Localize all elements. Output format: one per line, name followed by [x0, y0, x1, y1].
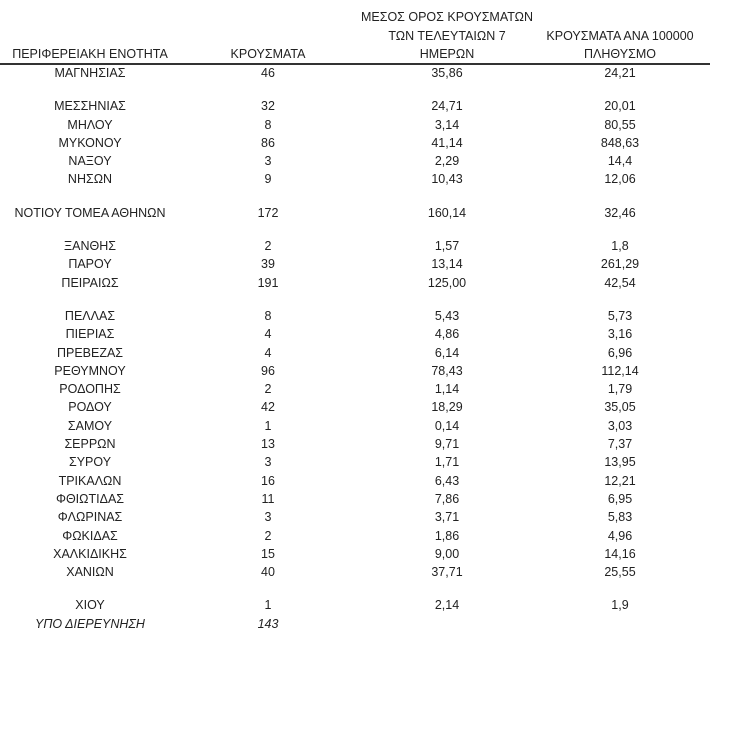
per-100k-cell: 32,46: [604, 205, 636, 220]
region-cell: ΦΘΙΩΤΙΔΑΣ: [55, 491, 125, 506]
region-cell: ΜΗΛΟΥ: [67, 117, 113, 132]
cases-cell: 172: [257, 205, 279, 220]
cases-cell: 15: [261, 546, 275, 561]
table-row: [0, 380, 734, 398]
per-100k-cell: 261,29: [600, 257, 640, 272]
per-100k-cell: 12,06: [604, 172, 636, 187]
region-cell: ΡΟΔΟΠΗΣ: [59, 382, 121, 397]
header-avg-line1: ΜΕΣΟΣ ΟΡΟΣ ΚΡΟΥΣΜΑΤΩΝ: [360, 10, 534, 24]
cases-cell: 16: [261, 473, 275, 488]
region-cell: ΣΕΡΡΩΝ: [64, 437, 116, 452]
per-100k-cell: 3,03: [607, 418, 633, 433]
table-row: [0, 152, 734, 170]
cases-cell: 96: [261, 363, 275, 378]
per-100k-cell: 1,9: [611, 598, 629, 613]
cases-cell: 3: [264, 455, 272, 470]
table-row: [0, 490, 734, 508]
per-100k-cell: 4,96: [607, 528, 633, 543]
avg-7day-cell: 125,00: [427, 275, 467, 290]
avg-7day-cell: 6,14: [434, 345, 460, 360]
region-cell: ΜΕΣΣΗΝΙΑΣ: [54, 99, 126, 114]
header-per100k-line2: ΠΛΗΘΥΣΜΟ: [584, 47, 656, 61]
row-group: [0, 307, 734, 581]
per-100k-cell: 13,95: [604, 455, 636, 470]
table-row: [0, 237, 734, 255]
per-100k-cell: 1,79: [607, 382, 633, 397]
table-row: [0, 435, 734, 453]
avg-7day-cell: 18,29: [431, 400, 463, 415]
avg-7day-cell: 7,86: [434, 491, 460, 506]
row-group: [0, 204, 734, 222]
cases-cell: 13: [261, 437, 275, 452]
per-100k-cell: 14,16: [604, 546, 636, 561]
region-cell: ΧΑΝΙΩΝ: [66, 565, 114, 580]
row-group: [0, 596, 734, 633]
cases-cell: 191: [257, 275, 279, 290]
cases-cell: 11: [261, 491, 275, 506]
table-row: [0, 307, 734, 325]
per-100k-cell: 25,55: [604, 565, 636, 580]
cases-cell: 8: [264, 308, 272, 323]
table-row: [0, 170, 734, 188]
avg-7day-cell: 10,43: [431, 172, 463, 187]
cases-cell: 32: [261, 99, 275, 114]
avg-7day-cell: 3,71: [434, 510, 460, 525]
header-per100k-line1: ΚΡΟΥΣΜΑΤΑ ΑΝΑ 100000: [546, 29, 694, 43]
cases-cell: 3: [264, 510, 272, 525]
avg-7day-cell: 1,71: [434, 455, 460, 470]
cases-cell: 2: [264, 382, 272, 397]
cases-cell: 2: [264, 528, 272, 543]
avg-7day-cell: 35,86: [431, 66, 463, 80]
header-region: ΠΕΡΙΦΕΡΕΙΑΚΗ ΕΝΟΤΗΤΑ: [12, 47, 168, 61]
per-100k-cell: 848,63: [600, 135, 640, 150]
avg-7day-cell: 37,71: [431, 565, 463, 580]
per-100k-cell: 42,54: [604, 275, 636, 290]
region-cell: ΝΗΣΩΝ: [67, 172, 113, 187]
table-row: [0, 64, 734, 82]
avg-7day-cell: 9,71: [434, 437, 460, 452]
avg-7day-cell: 0,14: [434, 418, 460, 433]
table-row: [0, 204, 734, 222]
cases-cell: 1: [264, 598, 272, 613]
per-100k-cell: 80,55: [604, 117, 636, 132]
avg-7day-cell: 3,14: [434, 117, 460, 132]
under-investigation-label: ΥΠΟ ΔΙΕΡΕΥΝΗΣΗ: [35, 616, 145, 631]
cases-cell: 46: [261, 66, 275, 80]
avg-7day-cell: 24,71: [431, 99, 463, 114]
cases-cell: 40: [261, 565, 275, 580]
per-100k-cell: 3,16: [607, 327, 633, 342]
per-100k-cell: 7,37: [607, 437, 633, 452]
table-row: [0, 398, 734, 416]
avg-7day-cell: 41,14: [431, 135, 463, 150]
avg-7day-cell: 5,43: [434, 308, 460, 323]
region-cell: ΞΑΝΘΗΣ: [64, 239, 116, 254]
table-body: [0, 64, 734, 648]
table-row: [0, 453, 734, 471]
avg-7day-cell: 2,29: [434, 154, 460, 169]
per-100k-cell: 1,8: [611, 239, 629, 254]
region-cell: ΝΟΤΙΟΥ ΤΟΜΕΑ ΑΘΗΝΩΝ: [14, 205, 166, 220]
header-avg-line3: ΗΜΕΡΩΝ: [419, 47, 475, 61]
per-100k-cell: 112,14: [601, 363, 639, 378]
region-cell: ΠΙΕΡΙΑΣ: [65, 327, 115, 342]
cases-cell: 9: [264, 172, 272, 187]
cases-cell: 42: [261, 400, 275, 415]
cases-cell: 3: [264, 154, 272, 169]
cases-cell: 4: [264, 327, 272, 342]
per-100k-cell: 14,4: [607, 154, 633, 169]
per-100k-cell: 5,83: [607, 510, 633, 525]
region-cell: ΦΩΚΙΔΑΣ: [62, 528, 118, 543]
cases-cell: 4: [264, 345, 272, 360]
region-cell: ΣΑΜΟΥ: [67, 418, 113, 433]
table-row: [0, 116, 734, 134]
region-cell: ΜΑΓΝΗΣΙΑΣ: [54, 66, 126, 80]
avg-7day-cell: 160,14: [427, 205, 467, 220]
region-cell: ΝΑΞΟΥ: [68, 154, 112, 169]
region-cell: ΡΟΔΟΥ: [68, 400, 112, 415]
table-row: [0, 325, 734, 343]
under-investigation-row: [0, 615, 734, 633]
cases-cell: 86: [261, 135, 275, 150]
avg-7day-cell: 13,14: [431, 257, 463, 272]
table-row: [0, 472, 734, 490]
avg-7day-cell: 4,86: [434, 327, 460, 342]
per-100k-cell: 20,01: [604, 99, 636, 114]
region-cell: ΤΡΙΚΑΛΩΝ: [58, 473, 122, 488]
region-cell: ΠΑΡΟΥ: [68, 257, 112, 272]
cases-cell: 1: [264, 418, 272, 433]
avg-7day-cell: 2,14: [434, 598, 460, 613]
row-group: [0, 64, 734, 82]
per-100k-cell: 35,05: [604, 400, 636, 415]
region-cell: ΡΕΘΥΜΝΟΥ: [54, 363, 126, 378]
region-cell: ΧΙΟΥ: [75, 598, 105, 613]
table-row: [0, 563, 734, 581]
per-100k-cell: 5,73: [607, 308, 633, 323]
region-cell: ΣΥΡΟΥ: [68, 455, 112, 470]
per-100k-cell: 6,96: [607, 345, 633, 360]
region-cell: ΦΛΩΡΙΝΑΣ: [57, 510, 123, 525]
region-cell: ΜΥΚΟΝΟΥ: [58, 135, 122, 150]
region-cell: ΠΕΛΛΑΣ: [64, 308, 116, 323]
row-group: [0, 237, 734, 292]
table-row: [0, 527, 734, 545]
table-row: [0, 134, 734, 152]
avg-7day-cell: 1,57: [434, 239, 460, 254]
region-cell: ΠΡΕΒΕΖΑΣ: [56, 345, 124, 360]
avg-7day-cell: 9,00: [434, 546, 460, 561]
table-row: [0, 508, 734, 526]
avg-7day-cell: 78,43: [431, 363, 463, 378]
table-row: [0, 344, 734, 362]
under-investigation-cases: 143: [257, 616, 279, 631]
per-100k-cell: 24,21: [604, 66, 636, 80]
table-row: [0, 97, 734, 115]
avg-7day-cell: 6,43: [434, 473, 460, 488]
table-row: [0, 596, 734, 614]
avg-7day-cell: 1,14: [434, 382, 460, 397]
cases-cell: 8: [264, 117, 272, 132]
table-row: [0, 274, 734, 292]
row-group: [0, 97, 734, 188]
avg-7day-cell: 1,86: [434, 528, 460, 543]
cases-cell: 39: [261, 257, 275, 272]
region-cell: ΧΑΛΚΙΔΙΚΗΣ: [53, 546, 127, 561]
per-100k-cell: 12,21: [604, 473, 636, 488]
header-cases: ΚΡΟΥΣΜΑΤΑ: [230, 47, 306, 61]
table-row: [0, 545, 734, 563]
table-row: [0, 417, 734, 435]
table-row: [0, 255, 734, 273]
region-cell: ΠΕΙΡΑΙΩΣ: [61, 275, 119, 290]
table-row: [0, 362, 734, 380]
header-avg-line2: ΤΩΝ ΤΕΛΕΥΤΑΙΩΝ 7: [388, 29, 506, 43]
per-100k-cell: 6,95: [607, 491, 633, 506]
cases-cell: 2: [264, 239, 272, 254]
